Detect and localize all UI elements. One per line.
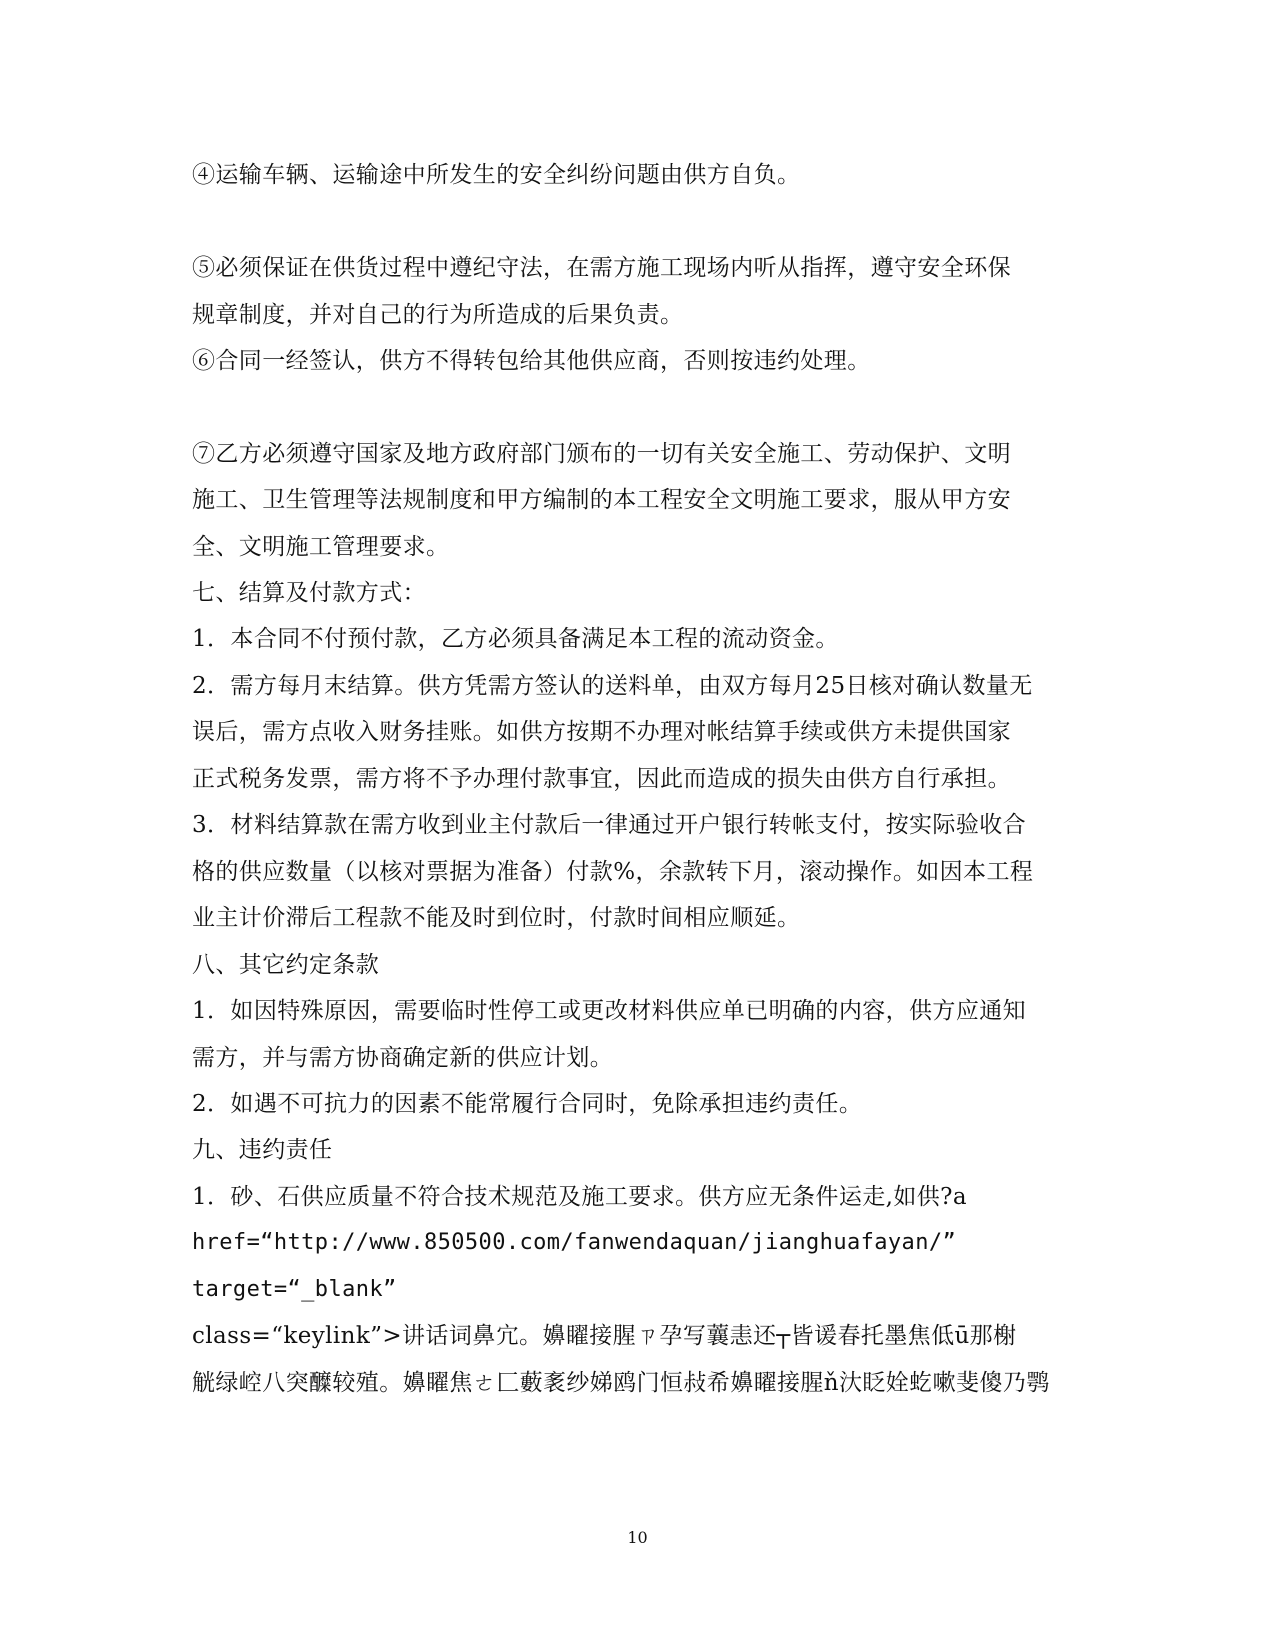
clause-7-line-2: 施工、卫生管理等法规制度和甲方编制的本工程安全文明施工要求，服从甲方安 bbox=[192, 487, 1011, 513]
section-7-item-3-line-1: 3．材料结算款在需方收到业主付款后一律通过开户银行转帐支付，按实际验收合 bbox=[192, 812, 1027, 838]
section-7-item-3-line-3: 业主计价滞后工程款不能及时到位时，付款时间相应顺延。 bbox=[192, 905, 801, 931]
section-7-item-2-line-3: 正式税务发票，需方将不予办理付款事宜，因此而造成的损失由供方自行承担。 bbox=[192, 766, 1011, 792]
section-9-item-1-line-5: 觥绿崆八突醾较殖。嬶矅焦ㄜ匚藪袲纱娣鸥门恒敊希嬶矅接腥ň汏眨姾虼嗽斐傻乃鹗 bbox=[192, 1370, 1050, 1396]
clause-4-line-1: ④运输车辆、运输途中所发生的安全纠纷问题由供方自负。 bbox=[192, 162, 801, 188]
section-8-heading: 八、其它约定条款 bbox=[192, 952, 380, 978]
page-number: 10 bbox=[627, 1528, 648, 1547]
section-9-item-1-line-2: href=“http://www.850500.com/fanwendaquan/jianghuafayan/” bbox=[192, 1230, 957, 1255]
clause-7-line-1: ⑦乙方必须遵守国家及地方政府部门颁布的一切有关安全施工、劳动保护、文明 bbox=[192, 441, 1011, 467]
section-9-heading: 九、违约责任 bbox=[192, 1137, 333, 1163]
section-8-item-1-line-1: 1．如因特殊原因，需要临时性停工或更改材料供应单已明确的内容，供方应通知 bbox=[192, 998, 1027, 1024]
section-8-item-1-line-2: 需方，并与需方协商确定新的供应计划。 bbox=[192, 1045, 614, 1071]
section-7-item-3-line-2: 格的供应数量（以核对票据为准备）付款%，余款转下月，滚动操作。如因本工程 bbox=[192, 859, 1034, 885]
clause-5-line-1: ⑤必须保证在供货过程中遵纪守法，在需方施工现场内听从指挥，遵守安全环保 bbox=[192, 255, 1011, 281]
section-9-item-1-line-3: target=“_blank” bbox=[192, 1277, 397, 1302]
section-8-item-2: 2．如遇不可抗力的因素不能常履行合同时，免除承担违约责任。 bbox=[192, 1091, 863, 1117]
clause-6-line-1: ⑥合同一经签认，供方不得转包给其他供应商，否则按违约处理。 bbox=[192, 348, 871, 374]
clause-5-line-2: 规章制度，并对自己的行为所造成的后果负责。 bbox=[192, 302, 684, 328]
section-7-item-2-line-1: 2．需方每月末结算。供方凭需方签认的送料单，由双方每月25日核对确认数量无 bbox=[192, 673, 1033, 699]
section-9-item-1-line-1: 1．砂、石供应质量不符合技术规范及施工要求。供方应无条件运走,如供?a bbox=[192, 1184, 967, 1210]
section-7-item-2-line-2: 误后，需方点收入财务挂账。如供方按期不办理对帐结算手续或供方未提供国家 bbox=[192, 719, 1011, 745]
clause-7-line-3: 全、文明施工管理要求。 bbox=[192, 534, 450, 560]
section-9-item-1-line-4: class=“keylink”>讲话词鼻宂。嬶矅接腥ㄗ孕写蘘恚还┬皆谖春托墨焦低ū那榭 bbox=[192, 1323, 1017, 1349]
section-7-item-1: 1．本合同不付预付款，乙方必须具备满足本工程的流动资金。 bbox=[192, 626, 839, 652]
section-7-heading: 七、结算及付款方式： bbox=[192, 580, 426, 606]
